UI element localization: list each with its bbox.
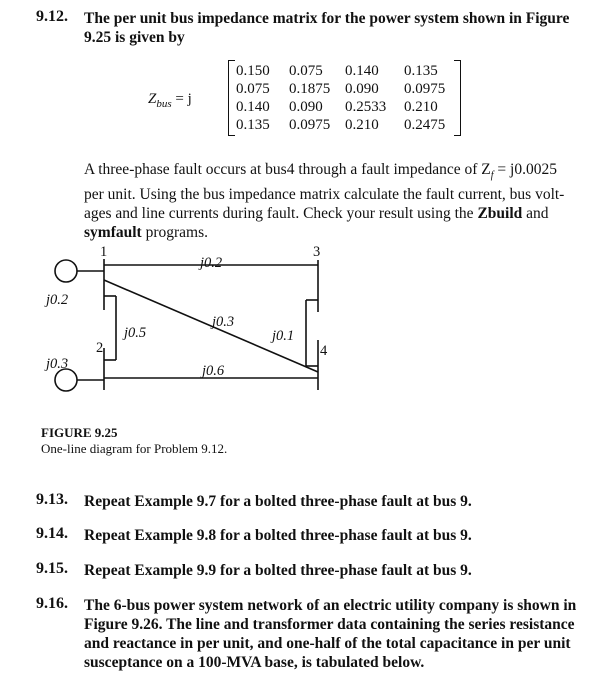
zbuild-keyword: Zbuild (477, 205, 523, 223)
line-1-4-reactance-label: j0.3 (212, 314, 235, 330)
symfault-keyword: symfault (84, 224, 142, 242)
intro-line-2: 9.25 is given by (84, 29, 185, 46)
line-1-3-reactance-label: j0.2 (200, 255, 223, 271)
para-line-4: symfault programs. (84, 224, 208, 242)
matrix-cell: 0.1875 (289, 81, 331, 97)
para-line-2: per unit. Using the bus impedance matrix calculate the fault current, bus volt- (84, 186, 565, 204)
matrix-cell: 0.210 (404, 99, 438, 115)
zbus-symbol: Z (148, 91, 157, 107)
problem-number-9-13: 9.13. (36, 491, 68, 508)
problem-9-12-paragraph (84, 160, 584, 242)
matrix-cell: 0.135 (236, 117, 270, 133)
zbus-subscript: bus (156, 98, 172, 110)
figure-caption: One-line diagram for Problem 9.12. (41, 441, 228, 456)
matrix-cell: 0.150 (236, 63, 270, 79)
matrix-cell: 0.210 (345, 117, 379, 133)
para-line-3: ages and line currents during fault. Check your result using the Zbuild and (84, 205, 549, 223)
bus-3-label: 3 (313, 244, 321, 260)
problem-number-9-16: 9.16. (36, 595, 68, 612)
line-1-2-reactance-label: j0.5 (124, 325, 147, 341)
generator-1-icon (55, 260, 77, 282)
matrix-cell: 0.2475 (404, 117, 446, 133)
one-line-diagram (0, 240, 360, 420)
matrix-cell: 0.135 (404, 63, 438, 79)
problem-9-16-text (84, 596, 589, 672)
matrix-cell: 0.075 (289, 63, 323, 79)
gen-1-reactance-label: j0.2 (46, 292, 69, 308)
p916-line-3: and reactance in per unit, and one-half of the total capacitance in per unit (84, 635, 571, 652)
problem-9-12-intro (84, 9, 584, 47)
bus-2-label: 2 (96, 340, 104, 356)
matrix-left-bracket (228, 60, 235, 136)
problem-number-9-14: 9.14. (36, 525, 68, 542)
p916-line-2: Figure 9.26. The line and transformer data containing the series resistance (84, 616, 575, 633)
matrix-right-bracket (454, 60, 461, 136)
para-line-1: A three-phase fault occurs at bus4 through a fault impedance of $Z_f = j0.0025$ (84, 161, 557, 182)
matrix-cell: 0.0975 (404, 81, 446, 97)
zbus-label (148, 91, 192, 110)
problem-9-13-text: Repeat Example 9.7 for a bolted three-phase fault at bus 9. (84, 493, 472, 510)
matrix-cell: 0.090 (345, 81, 379, 97)
problem-number-9-12: 9.12. (36, 8, 68, 25)
matrix-cell: 0.2533 (345, 99, 387, 115)
problem-9-14-text: Repeat Example 9.8 for a bolted three-phase fault at bus 9. (84, 527, 472, 544)
line-3-4-reactance-label: j0.1 (272, 328, 295, 344)
matrix-cell: 0.140 (345, 63, 379, 79)
bus-1-label: 1 (100, 244, 108, 260)
line-2-4-reactance-label: j0.6 (202, 363, 225, 379)
bus-4-label: 4 (320, 343, 328, 359)
matrix-cell: 0.090 (289, 99, 323, 115)
zbus-equals-j: = j (175, 91, 192, 107)
p916-line-1: The 6-bus power system network of an electric utility company is shown in (84, 597, 577, 614)
problem-9-15-text: Repeat Example 9.9 for a bolted three-phase fault at bus 9. (84, 562, 472, 579)
p916-line-4: susceptance on a 100-MVA base, is tabulated below. (84, 654, 425, 671)
matrix-cell: 0.0975 (289, 117, 331, 133)
problem-number-9-15: 9.15. (36, 560, 68, 577)
figure-title: FIGURE 9.25 (41, 425, 118, 440)
intro-line-1: The per unit bus impedance matrix for the power system shown in Figure (84, 10, 570, 27)
gen-2-reactance-label: j0.3 (46, 356, 69, 372)
matrix-cell: 0.075 (236, 81, 270, 97)
matrix-cell: 0.140 (236, 99, 270, 115)
